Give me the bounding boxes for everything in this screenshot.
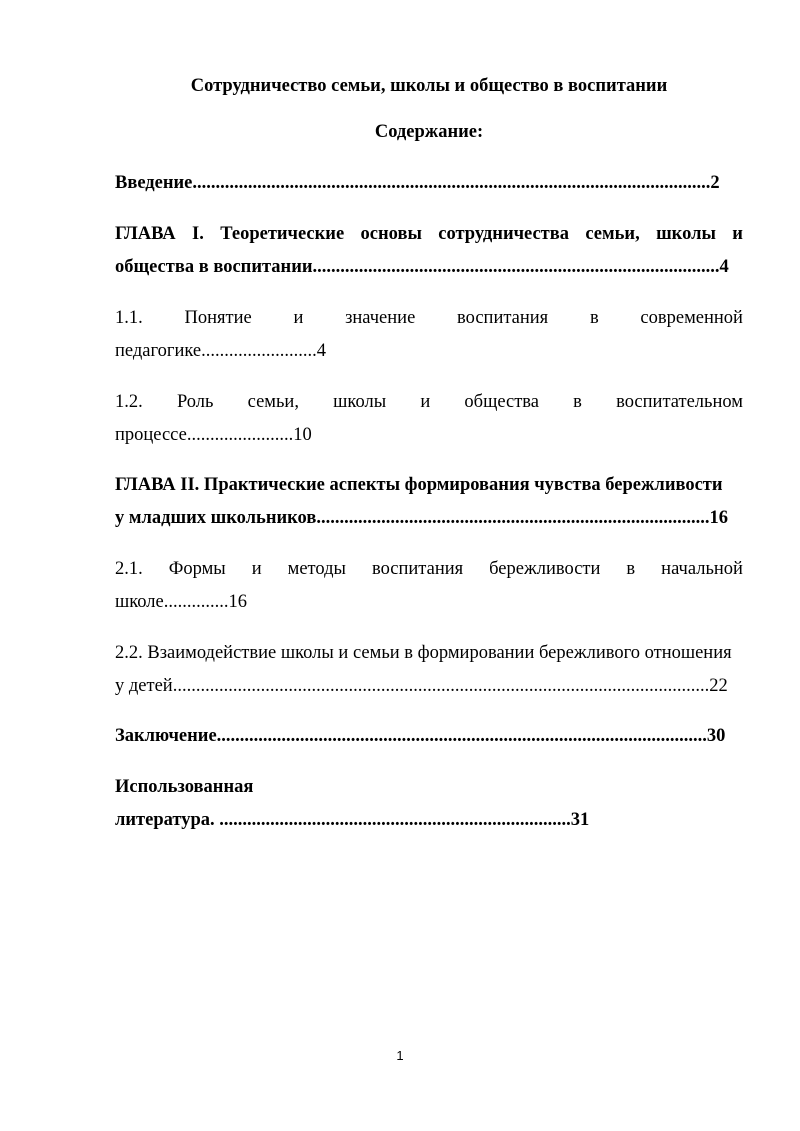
toc-word: в xyxy=(573,392,582,412)
toc-word: воспитания xyxy=(371,559,464,579)
toc-entry-literature-line1: Использованная xyxy=(115,777,254,797)
toc-word: 1.2. xyxy=(115,392,143,412)
toc-word: 2.1. xyxy=(115,559,143,579)
toc-word: методы xyxy=(287,559,346,579)
toc-word: воспитания xyxy=(457,308,549,328)
toc-word: школы xyxy=(333,392,387,412)
toc-word: значение xyxy=(345,308,416,328)
toc-word: школы xyxy=(656,224,716,244)
toc-entry-section11-line2: педагогике.........................4 xyxy=(115,341,326,361)
toc-word: бережливости xyxy=(489,559,601,579)
toc-word: и xyxy=(420,392,431,412)
toc-entry-section21-line1 xyxy=(115,557,743,581)
toc-entry-section12-line1 xyxy=(115,390,743,414)
toc-word: Роль xyxy=(176,392,214,412)
toc-word: 1.1. xyxy=(115,308,143,328)
toc-word: и xyxy=(732,224,743,244)
toc-word: и xyxy=(293,308,304,328)
toc-word: ГЛАВА xyxy=(115,224,176,244)
toc-entry-chapter1-line1 xyxy=(115,222,743,246)
toc-word: начальной xyxy=(661,559,743,579)
page-number: 1 xyxy=(396,1048,404,1063)
toc-entry-conclusion: Заключение..........................................................................................................30 xyxy=(115,726,726,746)
toc-entry-intro: Введение................................................................................................................2 xyxy=(115,173,720,193)
toc-word: сотрудничества xyxy=(438,224,570,244)
toc-word: общества xyxy=(464,392,539,412)
toc-entry-literature-line2: литература. ............................................................................31 xyxy=(115,810,590,830)
toc-entry-section11-line1 xyxy=(115,306,743,330)
toc-entry-chapter2-line1: ГЛАВА II. Практические аспекты формирования чувства бережливости xyxy=(115,475,723,495)
toc-word: I. xyxy=(192,224,204,244)
toc-word: семьи, xyxy=(247,392,299,412)
toc-word: современной xyxy=(640,308,743,328)
toc-word: в xyxy=(626,559,636,579)
contents-heading: Содержание: xyxy=(374,122,484,142)
toc-word: основы xyxy=(360,224,422,244)
toc-word: семьи, xyxy=(585,224,640,244)
toc-word: Понятие xyxy=(184,308,252,328)
toc-entry-section22-line1: 2.2. Взаимодействие школы и семьи в формировании бережливого отношения xyxy=(115,643,732,663)
document-title: Сотрудничество семьи, школы и общество в воспитании xyxy=(190,76,668,96)
toc-word: и xyxy=(251,559,262,579)
toc-word: в xyxy=(589,308,599,328)
toc-word: Формы xyxy=(168,559,226,579)
toc-word: Теоретические xyxy=(220,224,345,244)
toc-entry-chapter1-line2: общества в воспитании........................................................................................4 xyxy=(115,257,729,277)
toc-word: воспитательном xyxy=(616,392,743,412)
toc-entry-section12-line2: процессе.......................10 xyxy=(115,425,312,445)
toc-entry-chapter2-line2: у младших школьников.....................................................................................16 xyxy=(115,508,728,528)
toc-entry-section21-line2: школе..............16 xyxy=(115,592,247,612)
toc-entry-section22-line2: у детей....................................................................................................................22 xyxy=(115,676,728,696)
